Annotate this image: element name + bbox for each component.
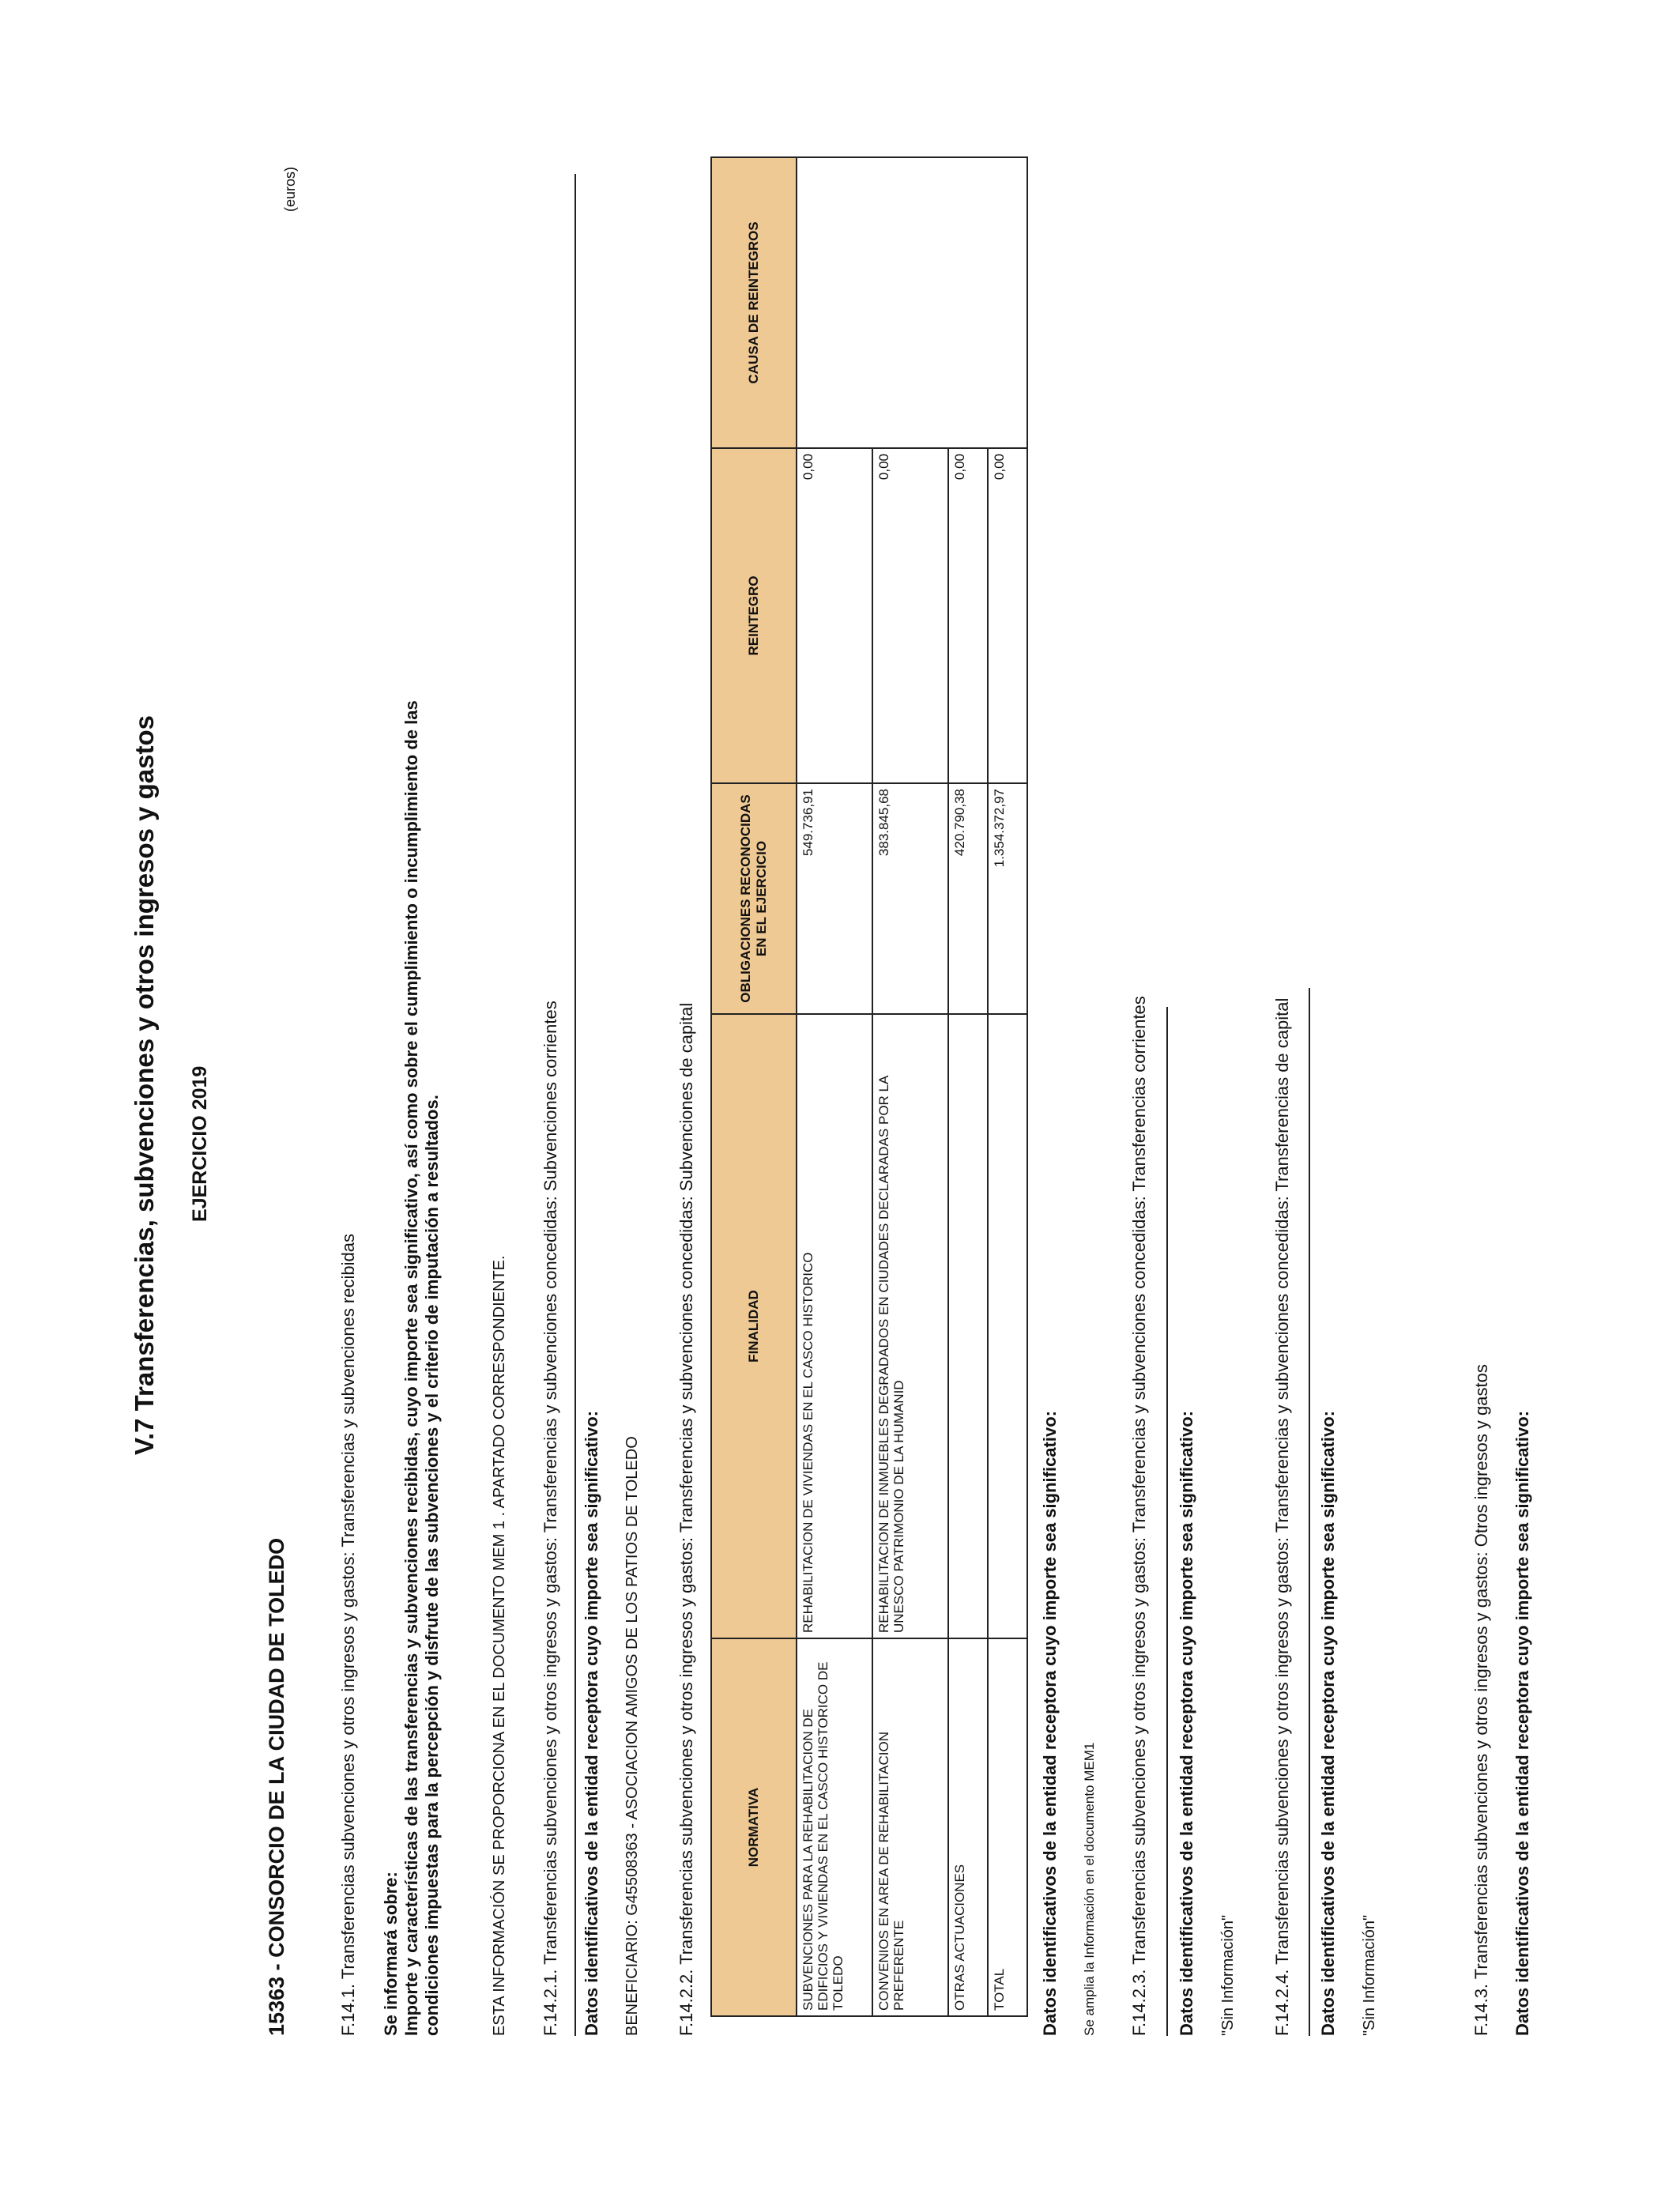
col-header-finalidad: FINALIDAD [711, 1014, 797, 1638]
f1423-datos: Datos identificativos de la entidad receptora cuyo importe sea significativo: [1177, 1411, 1196, 2036]
col-header-obligaciones: OBLIGACIONES RECONOCIDAS EN EL EJERCICIO [711, 783, 797, 1014]
f141-note: ESTA INFORMACIÓN SE PROPORCIONA EN EL DOCUMENTO MEM 1 . APARTADO CORRESPONDIENTE. [491, 1255, 508, 2036]
cell-finalidad: REHABILITACION DE INMUEBLES DEGRADADOS EN CIUDADES DECLARADAS POR LA UNESCO PATRIMONIO DE LA HUMANID [872, 1014, 948, 1638]
f1421-beneficiario: BENEFICIARIO: G45508363 - ASOCIACION AMIGOS DE LOS PATIOS DE TOLEDO [623, 1436, 641, 2036]
heading-f1424: F.14.2.4. Transferencias subvenciones y otros ingresos y gastos: Transferencias y subvenciones concedidas: Transferencias de capital [1272, 997, 1292, 2036]
f141-line1: Importe y características de las transferencias y subvenciones recibidas, cuyo importe sea significativo, así como sobre el cumplimiento o incumplimiento de las [401, 700, 421, 2036]
table-row [872, 157, 948, 2016]
table-header-row [711, 157, 797, 2016]
cell-obligaciones: 1.354.372,97 [988, 783, 1027, 1014]
cell-obligaciones: 420.790,38 [948, 783, 988, 1014]
table-row [797, 157, 872, 2016]
cell-reintegro: 0,00 [948, 448, 988, 783]
heading-f143: F.14.3. Transferencias subvenciones y otros ingresos y gastos: Otros ingresos y gastos [1471, 1364, 1491, 2036]
section-rule [1309, 988, 1310, 2036]
f143-datos: Datos identificativos de la entidad receptora cuyo importe sea significativo: [1512, 1411, 1532, 2036]
table-total-row [988, 157, 1027, 2016]
cell-finalidad [988, 1014, 1027, 1638]
f1424-datos: Datos identificativos de la entidad receptora cuyo importe sea significativo: [1318, 1411, 1338, 2036]
f1424-value: "Sin Información" [1361, 1914, 1378, 2036]
ejercicio-label: EJERCICIO 2019 [189, 1065, 211, 1222]
section-rule [1166, 1007, 1168, 2036]
heading-f1422: F.14.2.2. Transferencias subvenciones y otros ingresos y gastos: Transferencias y subvenciones concedidas: Subvenciones de capital [676, 1002, 696, 2036]
entity-name: 15363 - CONSORCIO DE LA CIUDAD DE TOLEDO [265, 1537, 288, 2036]
cell-normativa: TOTAL [988, 1638, 1027, 2016]
section-rule [574, 174, 576, 2036]
cell-normativa: OTRAS ACTUACIONES [948, 1638, 988, 2016]
col-header-causa: CAUSA DE REINTEGROS [711, 157, 797, 448]
units-label: (euros) [282, 166, 298, 212]
subvenciones-capital-table [710, 156, 1028, 2017]
heading-f1423: F.14.2.3. Transferencias subvenciones y otros ingresos y gastos: Transferencias y subvenciones concedidas: Transferencias corrientes [1129, 996, 1149, 2036]
cell-reintegro: 0,00 [797, 448, 872, 783]
col-header-reintegro: REINTEGRO [711, 448, 797, 783]
f1423-value: "Sin Información" [1219, 1914, 1237, 2036]
cell-causa [872, 157, 948, 448]
page-title: V.7 Transferencias, subvenciones y otros ingresos y gastos [130, 714, 159, 1455]
cell-causa [797, 157, 872, 448]
f141-line2: condiciones impuestas para la percepción y disfrute de las subvenciones y el criterio de imputación a resultados. [422, 1095, 442, 2036]
cell-normativa: SUBVENCIONES PARA LA REHABILITACION DE EDIFICIOS Y VIVIENDAS EN EL CASCO HISTORICO DE TOLEDO [797, 1638, 872, 2016]
cell-finalidad: REHABILITACION DE VIVIENDAS EN EL CASCO HISTORICO [797, 1014, 872, 1638]
f1422-note: Se amplia la Información en el documento MEM1 [1082, 1742, 1097, 2036]
heading-f141: F.14.1. Transferencias subvenciones y otros ingresos y gastos: Transferencias y subvenciones recibidas [338, 1234, 358, 2036]
cell-obligaciones: 383.845,68 [872, 783, 948, 1014]
cell-causa [948, 157, 988, 448]
f141-intro: Se informará sobre: [381, 1872, 401, 2036]
cell-obligaciones: 549.736,91 [797, 783, 872, 1014]
cell-normativa: CONVENIOS EN AREA DE REHABILITACION PREFERENTE [872, 1638, 948, 2016]
col-header-normativa: NORMATIVA [711, 1638, 797, 2016]
f1422-datos: Datos identificativos de la entidad receptora cuyo importe sea significativo: [1040, 1411, 1060, 2036]
cell-causa [988, 157, 1027, 448]
heading-f1421: F.14.2.1. Transferencias subvenciones y otros ingresos y gastos: Transferencias y subvenciones concedidas: Subvenciones corrientes [541, 1001, 560, 2036]
cell-finalidad [948, 1014, 988, 1638]
cell-reintegro: 0,00 [872, 448, 948, 783]
cell-reintegro: 0,00 [988, 448, 1027, 783]
table-row [948, 157, 988, 2016]
f1421-datos: Datos identificativos de la entidad receptora cuyo importe sea significativo: [582, 1411, 601, 2036]
